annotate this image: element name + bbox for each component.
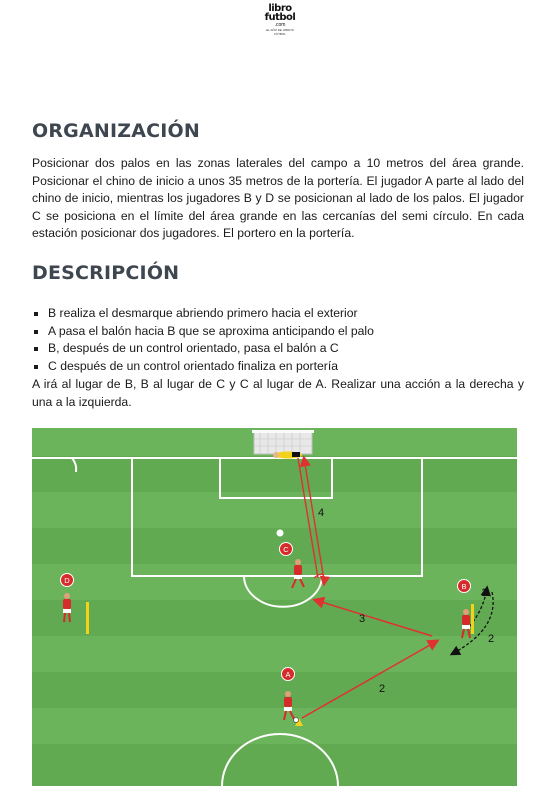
logo-line2: futbol <box>264 12 296 23</box>
descripcion-text: A irá al lugar de B, B al lugar de C y C al lugar de A. Realizar una acción a la derecha y una a la izquierda. <box>32 377 524 409</box>
organizacion-title: ORGANIZACIÓN <box>32 120 201 142</box>
logo-line1: libro <box>268 3 292 14</box>
logo-tagline: EL AÑO DE LIBROS FÚTBOL <box>266 28 294 36</box>
descripcion-bullets <box>32 305 532 375</box>
arrow-number-2-run: 2 <box>488 633 495 645</box>
bullet-item: C después de un control orientado finaliza en portería <box>32 358 532 376</box>
player-b-label: B <box>461 582 467 591</box>
player-d-label: D <box>64 576 70 585</box>
logo <box>263 4 297 36</box>
bullet-item: B realiza el desmarque abriendo primero hacia el exterior <box>32 305 532 323</box>
arrow-number-3: 3 <box>359 613 366 625</box>
arrow-number-1: 1 <box>481 587 488 599</box>
logo-line3: .com <box>274 22 286 28</box>
pole-left <box>86 602 89 634</box>
descripcion-title: DESCRIPCIÓN <box>32 262 180 284</box>
goalkeeper-icon <box>273 452 302 459</box>
bullet-item: A pasa el balón hacia B que se aproxima anticipando el palo <box>32 323 532 341</box>
goal-icon <box>252 430 314 454</box>
drill-diagram <box>32 428 517 786</box>
bullet-item: B, después de un control orientado, pasa el balón a C <box>32 340 532 358</box>
player-a-label: A <box>285 670 291 679</box>
arrow-number-2-pass: 2 <box>379 683 386 695</box>
player-c-label: C <box>283 545 289 554</box>
pole-right <box>471 604 474 634</box>
organizacion-text: Posicionar dos palos en las zonas laterales del campo a 10 metros del área grande. Posicionar el chino de inicio a unos 35 metros de la portería. El jugador A parte al lado del chino de inicio, mientras los jugadores B y D se posicionan al lado de los palos. El jugador C se posiciona en el límite del área grande en las cercanías del semi círculo. En cada estación posicionar dos jugadores. El portero en la portería. <box>32 156 524 241</box>
arrow-number-4: 4 <box>318 507 325 519</box>
